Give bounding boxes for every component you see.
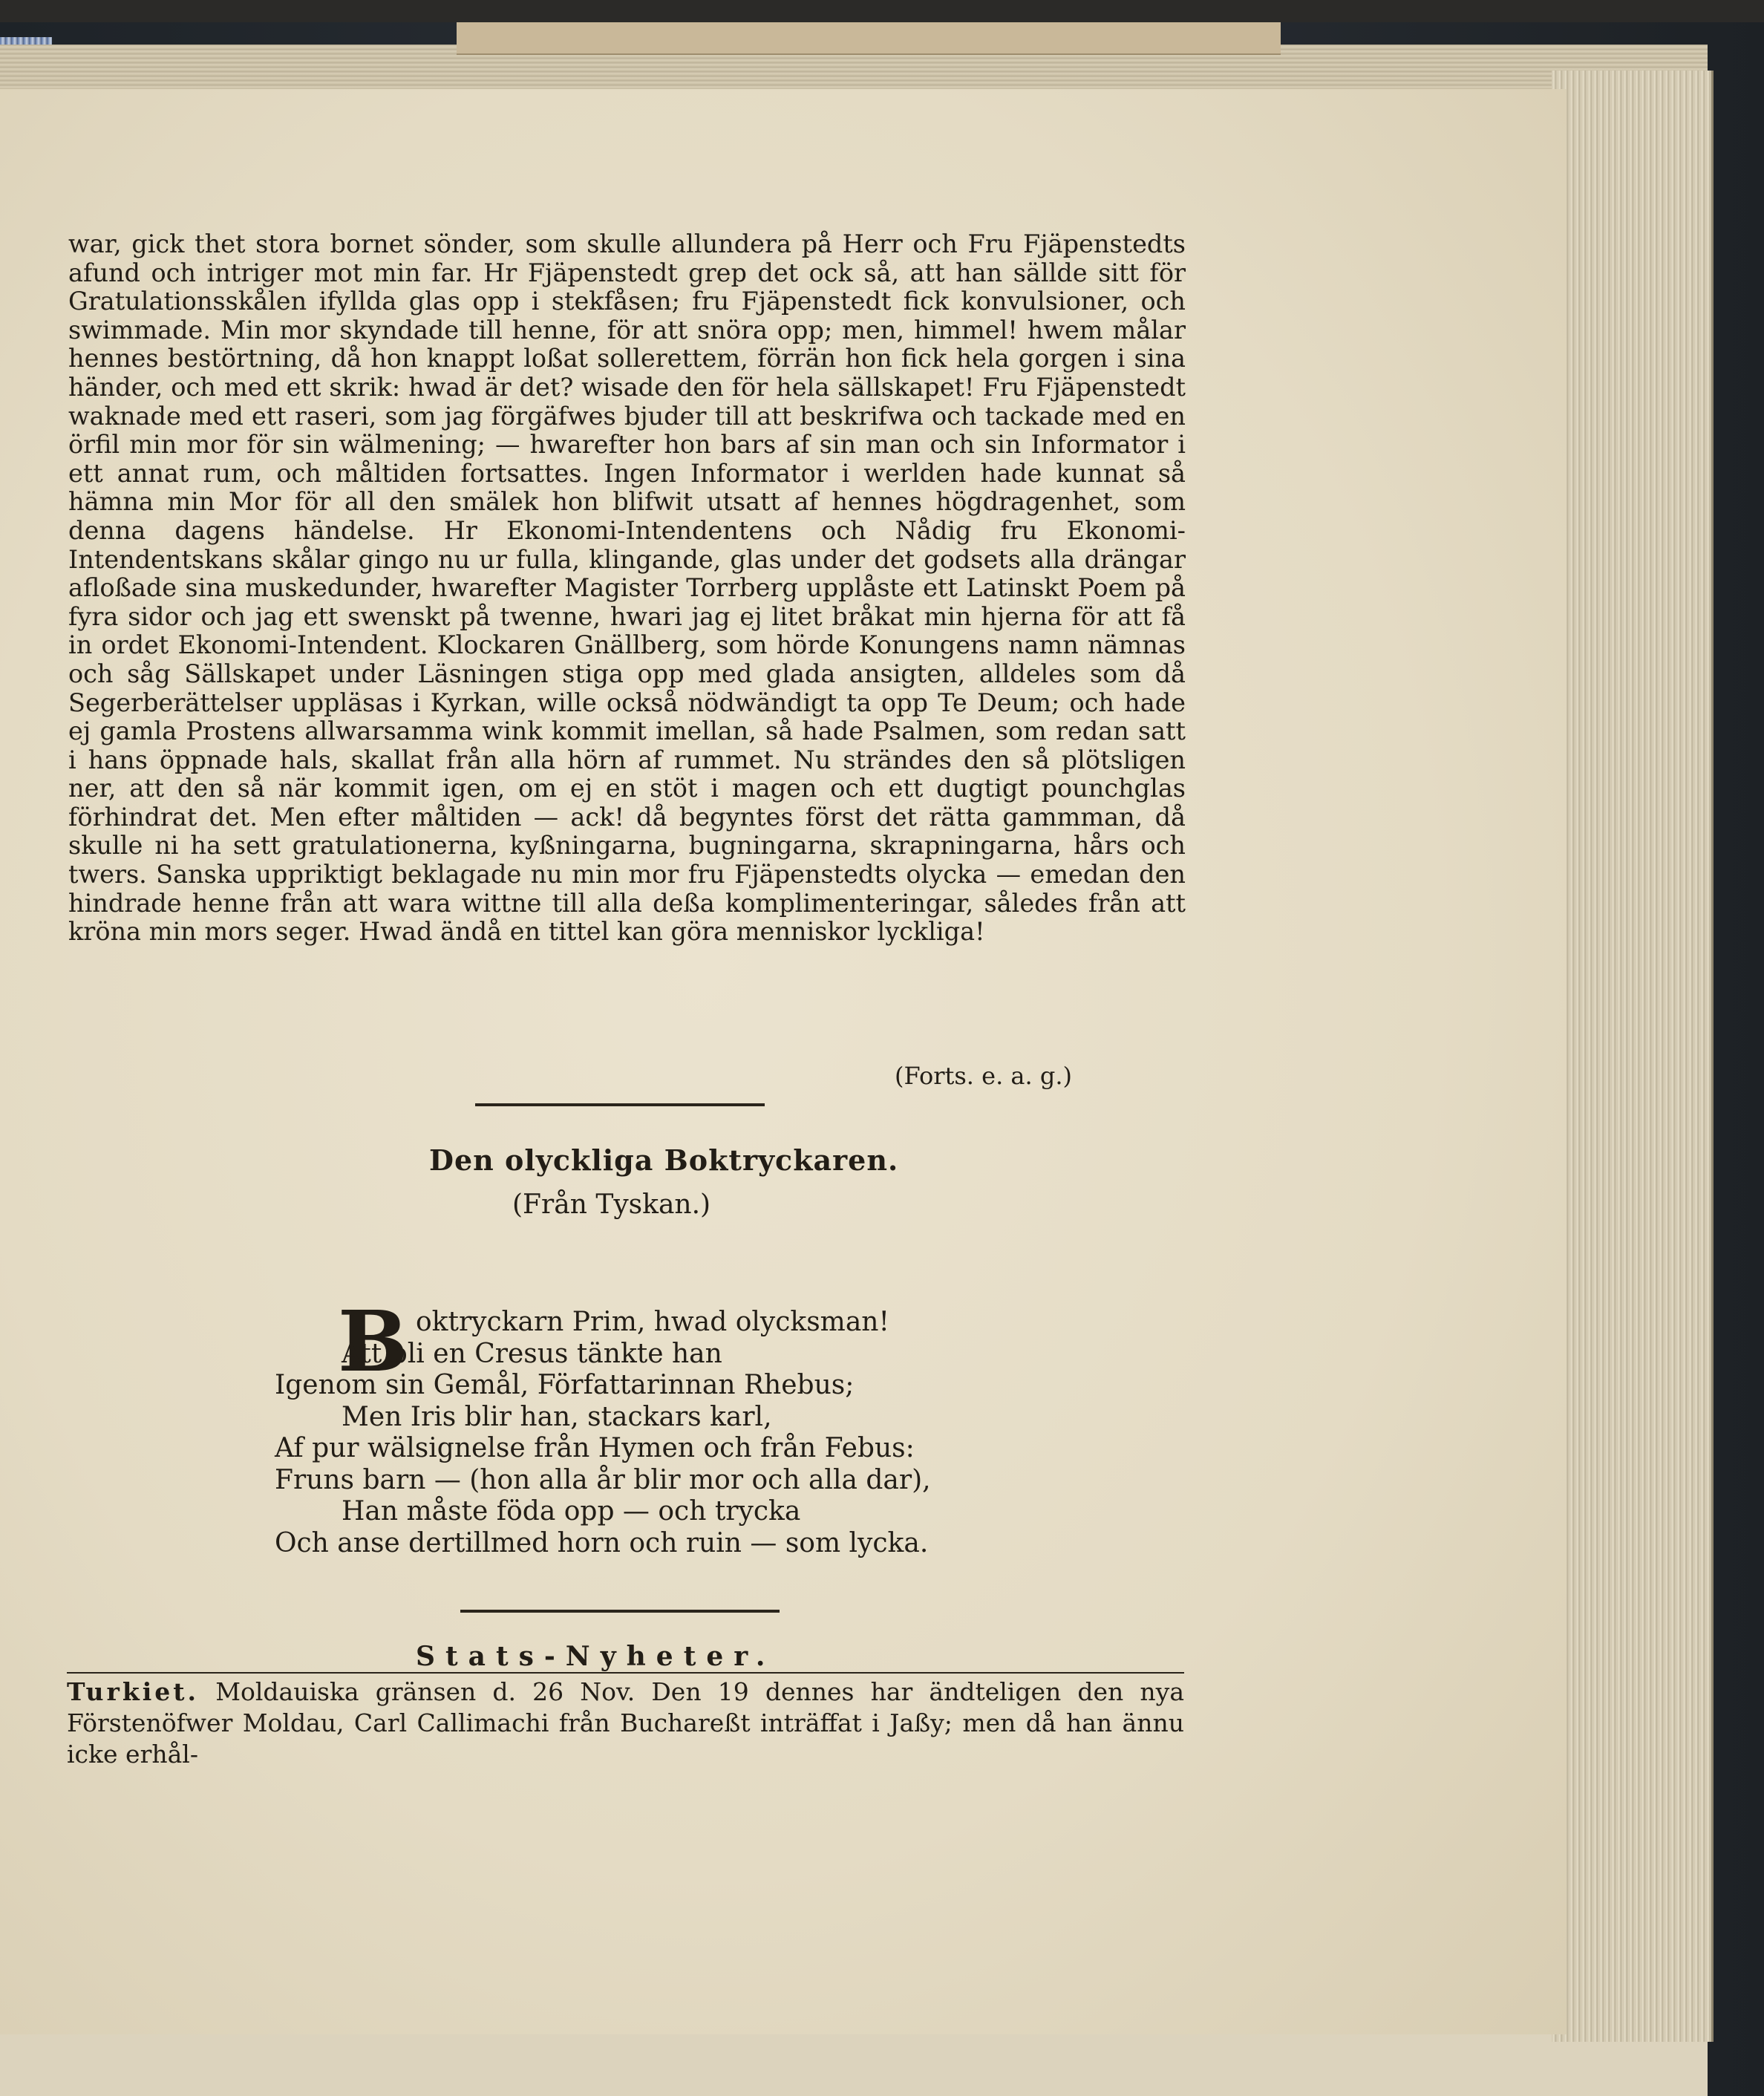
torn-page-strip	[457, 22, 1281, 55]
poem-line: Och anse dertillmed horn och ruin — som lycka.	[275, 1527, 929, 1558]
poem-title: Den olyckliga Boktryckaren.	[429, 1143, 899, 1177]
poem-line: Fruns barn — (hon alla år blir mor och alla dar),	[275, 1464, 931, 1495]
printed-page	[0, 89, 1567, 2034]
poem-line: oktryckarn Prim, hwad olycksman!	[416, 1307, 889, 1337]
poem-line: Han måste föda opp — och trycka	[342, 1496, 801, 1527]
poem-body	[275, 1307, 931, 1559]
page-side-edges	[1552, 71, 1714, 2042]
section-rule	[67, 1672, 1184, 1674]
poem-line: Att bli en Cresus tänkte han	[342, 1338, 722, 1369]
poem-line: Igenom sin Gemål, Författarinnan Rhebus;	[275, 1370, 855, 1400]
news-item	[67, 1677, 1184, 1770]
poem-line: Men Iris blir han, stackars karl,	[342, 1401, 772, 1432]
poem-subtitle: (Från Tyskan.)	[512, 1189, 711, 1220]
divider-rule	[475, 1103, 765, 1106]
continuation-note: (Forts. e. a. g.)	[895, 1062, 1072, 1090]
news-place: Turkiet.	[67, 1677, 200, 1706]
poem-dropcap: B	[338, 1293, 408, 1391]
article-paragraph: war, gick thet stora bornet sönder, som skulle allundera på Herr och Fru Fjäpenstedts afund och intriger mot min far. Hr Fjäpenstedt grep det ock så, att han sällde sitt för Gratulationsskålen ifyllda glas opp i stekfåsen; fru Fjäpenstedt fick konvulsioner, och swimmade. Min mor skyndade till henne, för att snöra opp; men, himmel! hwem målar hennes bestörtning, då hon knappt loßat sollerettem, förrän hon fick hela gorgen i sina händer, och med ett skrik: hwad är det? wisade den för hela sällskapet! Fru Fjäpenstedt waknade med ett raseri, som jag förgäfwes bjuder till att beskrifwa och tackade med en örfil min mor för sin wälmening; — hwarefter hon bars af sin man och sin Informator i ett annat rum, och måltiden fortsattes. Ingen Informator i werlden hade kunnat så hämna min Mor för all den smälek hon blifwit utsatt af hennes högdragenhet, som denna dagens händelse. Hr Ekonomi-Intendentens och Nådig fru Ekonomi-Intendentskans skålar gingo nu ur fulla, klingande, glas under det godsets alla drängar afloßade sina muskedunder, hwarefter Magister Torrberg upplåste ett Latinskt Poem på fyra sidor och jag ett swenskt på twenne, hwari jag ej litet bråkat min hjerna för att få in ordet Ekonomi-Intendent. Klockaren Gnällberg, som hörde Konungens namn nämnas och såg Sällskapet under Läsningen stiga opp med glada ansigten, alldeles som då Segerberättelser uppläsas i Kyrkan, wille också nödwändigt ta opp Te Deum; och hade ej gamla Prostens allwarsamma wink kommit imellan, så hade Psalmen, som redan satt i hans öppnade hals, skallat från alla hörn af rummet. Nu strändes den så plötsligen ner, att den så när kommit igen, om ej en stöt i magen och ett dugtigt pounchglas förhindrat det. Men efter måltiden — ack! då begyntes först det rätta gammman, då skulle ni ha sett gratulationerna, kyßningarna, bugningarna, skrapningarna, hårs och twers. Sanska uppriktigt beklagade nu min mor fru Fjäpenstedts olycka — emedan den hindrade henne från att wara wittne till alla deßa komplimenteringar, således från att kröna min mors seger. Hwad ändå en tittel kan göra menniskor lyckliga!	[68, 229, 1186, 947]
news-text: Moldauiska gränsen d. 26 Nov. Den 19 dennes har ändteligen den nya Förstenöfwer Moldau, Carl Callimachi från Buchareßt inträffat i Jaßy; men då han ännu icke erhål-	[67, 1677, 1184, 1769]
section-heading: Stats-Nyheter.	[416, 1641, 776, 1672]
divider-rule	[460, 1610, 780, 1613]
poem-line: Af pur wälsignelse från Hymen och från Febus:	[275, 1433, 915, 1463]
article-body	[68, 230, 1186, 947]
